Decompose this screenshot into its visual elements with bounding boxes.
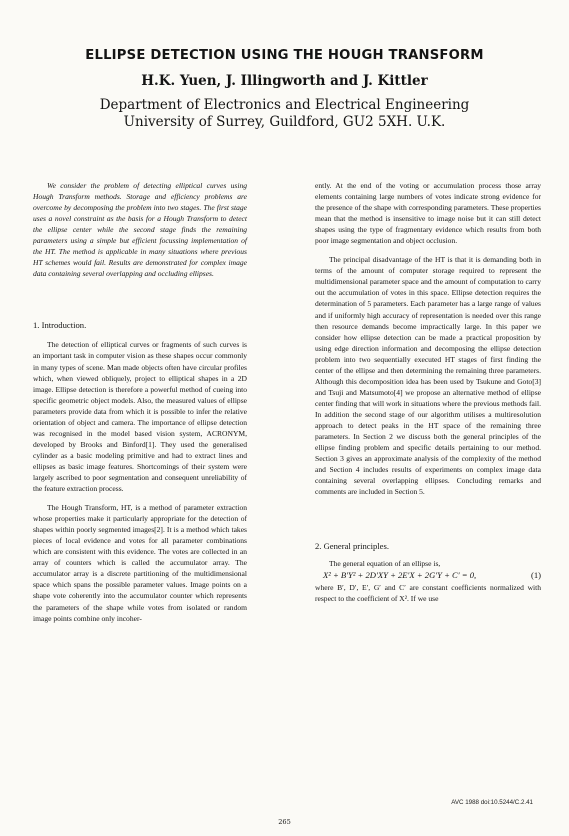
right-column — [315, 180, 541, 604]
abstract — [33, 180, 247, 279]
equation-1 — [315, 569, 541, 582]
affiliation-address: University of Surrey, Guildford, GU2 5XH. U.K. — [123, 113, 446, 130]
intro-paragraph-2: The Hough Transform, HT, is a method of parameter extraction whose properties make it particularly appropriate for the detection of shapes within poorly segmented images[2]. It is a method which takes pieces of local evidence and votes for all parameter combinations which are consistent with this evidence. The votes are collected in an array of counters which is called the accumulator array. The accumulator array is a discrete partitioning of the multidimensional space which spans the possible parameter values. Image points on a shape vote coherently into the accumulator counter which represents the parameters of the shape while votes from isolated or random image points combine only incoher- — [33, 503, 247, 623]
section-heading-general-principles: 2. General principles. — [315, 541, 389, 552]
section-heading-introduction: 1. Introduction. — [33, 320, 87, 331]
paper-title: ELLIPSE DETECTION USING THE HOUGH TRANSFORM — [85, 48, 484, 63]
intro-paragraph-4: The principal disadvantage of the HT is that it is demanding both in terms of the amount of computer storage required to represent the multidimensional parameter space and the amount of computation to carry out the accumulation of votes in this space. Ellipse detection requires the determination of 5 parameters. Each parameter has a large range of values and if uniformly high accuracy of representation is needed over this range then resource demands become impractically large. In this paper we consider how ellipse detection can be made a practical proposition by using edge direction information and decomposing the ellipse detection problem into two sequentially executed HT stages of first finding the center of the ellipse and then determining the remaining three parameters. Although this decomposition idea has been used by Tsukune and Goto[3] and Tsuji and Matsumoto[4] we propose an alternative method of ellipse center finding that will work in situations where the previous methods fail. In addition the second stage of our algorithm utilises a multiresolution approach to detect peaks in the HT space of the remaining three parameters. In Section 2 we discuss both the general principles of the ellipse finding problem and specific details pertaining to our method. Section 3 gives an approximate analysis of the complexity of the method and Section 4 includes results of experiments on complex image data containing several overlapping ellipses. Concluding remarks and comments are included in Section 5. — [315, 255, 541, 497]
affiliation-department: Department of Electronics and Electrical Engineering — [99, 97, 470, 113]
equation-body: X² + B′Y² + 2D′XY + 2E′X + 2G′Y + C′ = 0, — [323, 570, 477, 581]
left-column — [33, 180, 247, 624]
author-list: H.K. Yuen, J. Illingworth and J. Kittler — [141, 73, 428, 89]
abstract-text: We consider the problem of detecting elliptical curves using Hough Transform methods. Storage and efficiency problems are overcome by decomposing the problem into two stages. The first stage uses a novel constraint as the basis for a Hough Transform to detect the ellipse center while the second stage finds the remaining parameters using a simple but efficient focussing implementation of the HT. The method is applicable in many situations where previous HT schemes would fail. Results are demonstrated for complex image data containing several overlapping and occluding ellipses. — [33, 181, 247, 279]
page-number: 265 — [278, 818, 291, 826]
intro-paragraph-3: ently. At the end of the voting or accumulation process those array elements containing large numbers of votes indicate strong evidence for the presence of the shape with corresponding parameters. These properties mean that the method is insensitive to image noise but it can still detect shapes using the type of fragmentary evidence which results from both poor image segmentation and object occlusion. — [315, 181, 541, 246]
principles-paragraph-2: where B′, D′, E′, G′ and C′ are constant coefficients normalized with respect to the coefficient of X². If we use — [315, 583, 541, 604]
intro-paragraph-1: The detection of elliptical curves or fragments of such curves is an important task in computer vision as these shapes occur commonly in many types of scene. Man made objects often have circular profiles which, when viewed obliquely, project to elliptical shapes in a 2D image. Ellipse detection is therefore a powerful method of cueing into specific geometric object models. Also, the measured values of ellipse parameters provide data from which it is possible to infer the relative orientation of object and camera. The importance of ellipse detection was recognised in the model based vision system, ACRONYM, developed by Brooks and Binford[1]. They used the generalised cylinder as a basic modeling primitive and had to extract lines and ellipses as basic image features. Shortcomings of their system were largely ascribed to poor segmentation and consequent unreliability of the feature extraction process. — [33, 340, 247, 494]
doi-footnote: AVC 1988 doi:10.5244/C.2.41 — [451, 799, 533, 806]
affiliation — [0, 97, 569, 130]
principles-paragraph-1: The general equation of an ellipse is, — [329, 559, 441, 569]
equation-number: (1) — [530, 570, 541, 581]
